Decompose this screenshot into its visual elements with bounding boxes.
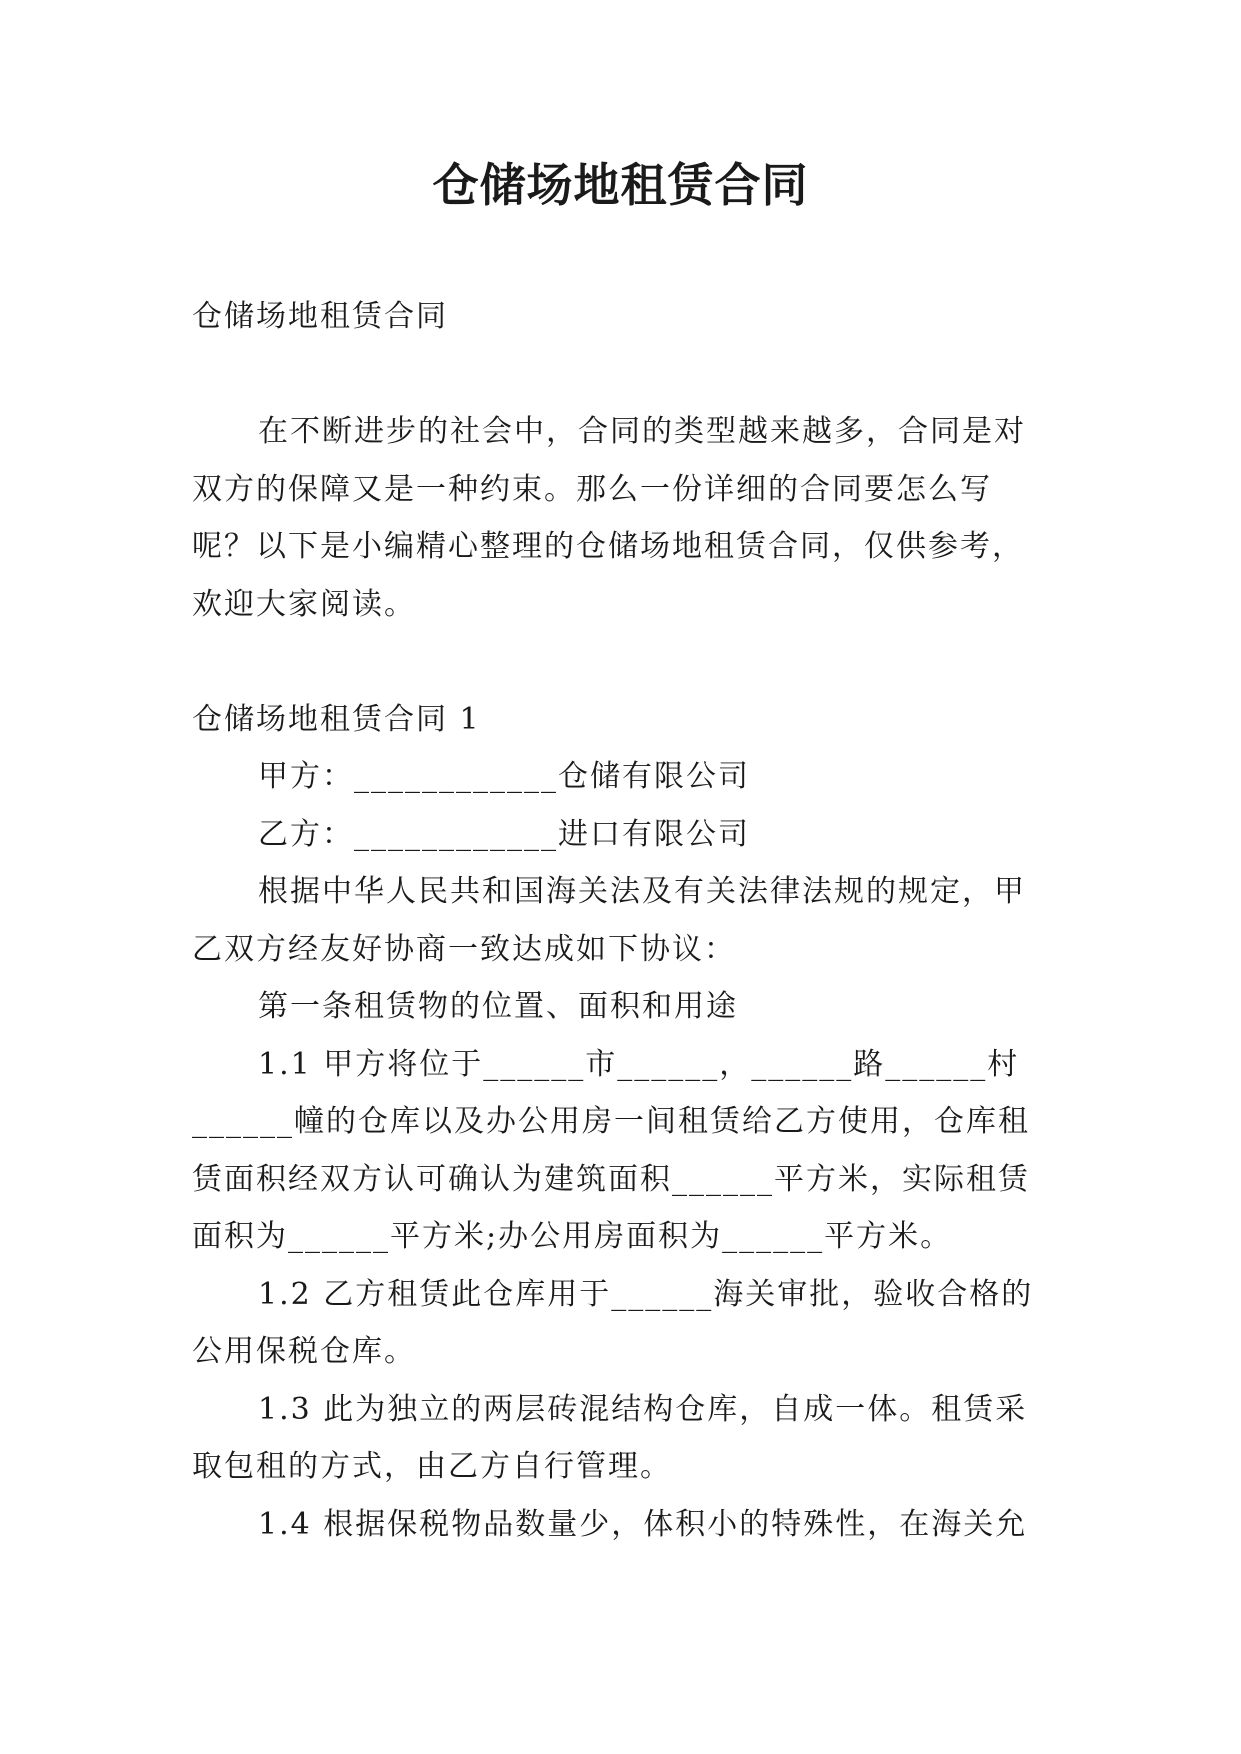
clause-1-2-line-1: 1.2 乙方租赁此仓库用于______海关审批，验收合格的 [258,1276,1034,1312]
intro-line-4: 欢迎大家阅读。 [192,586,416,622]
intro-line-1: 在不断进步的社会中，合同的类型越来越多，合同是对 [258,414,1026,449]
party-a-line: 甲方：____________仓储有限公司 [258,759,750,794]
intro-line-3: 呢？以下是小编精心整理的仓储场地租赁合同，仅供参考， [192,529,1024,564]
basis-line-2: 乙双方经友好协商一致达成如下协议： [192,931,736,967]
document-title: 仓储场地租赁合同 [432,158,809,212]
basis-line-1: 根据中华人民共和国海关法及有关法律法规的规定，甲 [258,874,1026,909]
clause-1-1-line-1: 1.1 甲方将位于______市______，______路______村 [258,1046,1020,1082]
spacer [192,633,1062,691]
intro-line-2: 双方的保障又是一种约束。那么一份详细的合同要怎么写 [192,471,992,507]
clause-1-1-line-4: 面积为______平方米;办公用房面积为______平方米。 [192,1219,953,1254]
clause-1-1-line-2: ______幢的仓库以及办公用房一间租赁给乙方使用，仓库租 [192,1104,1030,1139]
document-subtitle: 仓储场地租赁合同 [192,299,448,334]
spacer [192,346,1062,404]
clause-1-2-line-2: 公用保税仓库。 [192,1334,416,1369]
clause-1-3-line-1: 1.3 此为独立的两层砖混结构仓库，自成一体。租赁采 [258,1391,1028,1427]
article-1-title: 第一条租赁物的位置、面积和用途 [258,989,738,1024]
clause-1-1-line-3: 赁面积经双方认可确认为建筑面积______平方米，实际租赁 [192,1161,1030,1197]
clause-1-4-line-1: 1.4 根据保税物品数量少，体积小的特殊性，在海关允 [258,1506,1028,1542]
party-b-line: 乙方：____________进口有限公司 [258,816,750,852]
clause-1-3-line-2: 取包租的方式，由乙方自行管理。 [192,1449,672,1484]
document-body [192,288,1062,1553]
section-heading: 仓储场地租赁合同 1 [192,701,481,737]
